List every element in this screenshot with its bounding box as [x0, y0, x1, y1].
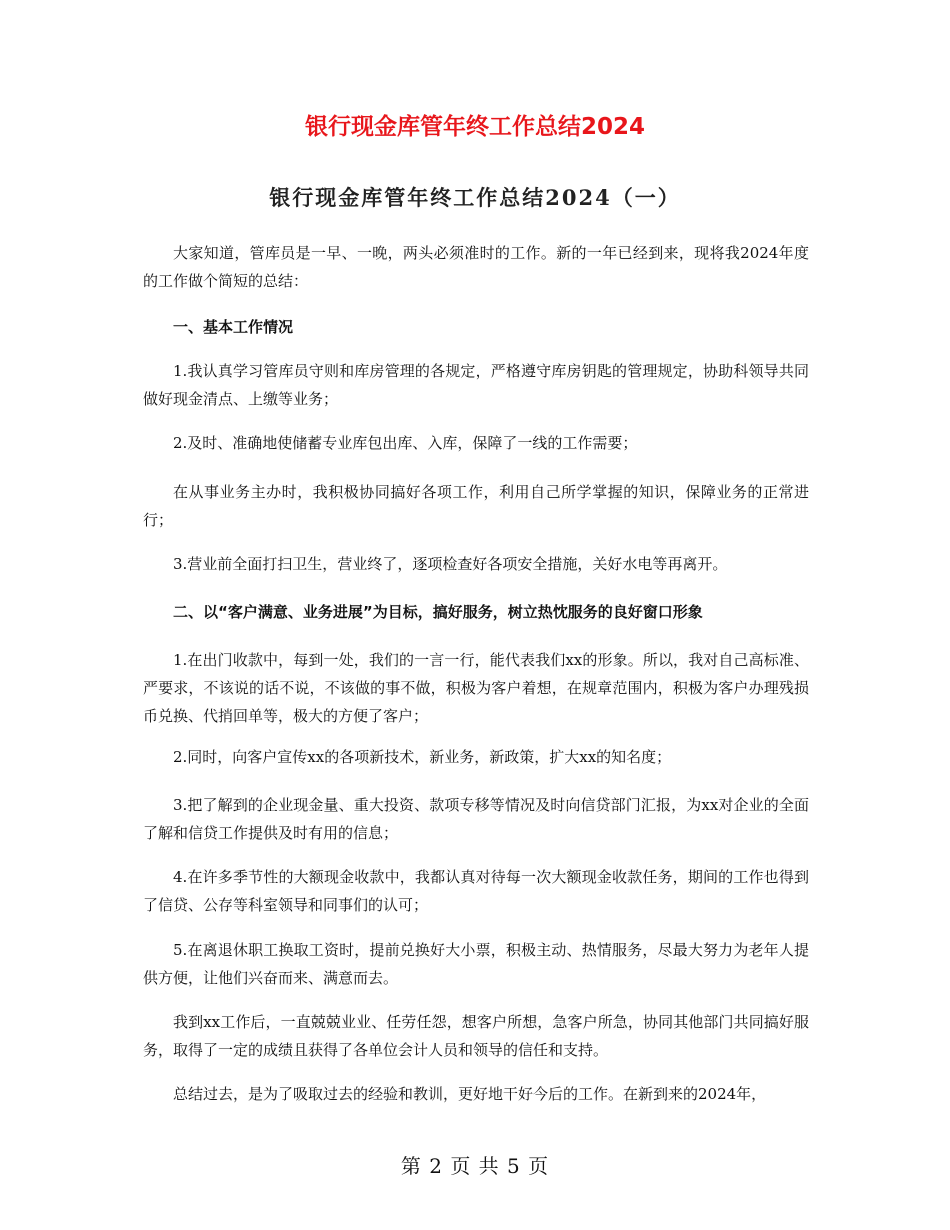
- page-number-footer: 第 2 页 共 5 页: [400, 1154, 550, 1178]
- section-heading-2: 二、以“客户满意、业务进展”为目标，搞好服务，树立热忱服务的良好窗口形象: [173, 603, 703, 621]
- paragraph-service-3: 3.把了解到的企业现金量、重大投资、款项专移等情况及时向信贷部门汇报，为xx对企业的全面了解和信贷工作提供及时有用的信息；: [143, 796, 809, 842]
- paragraph-service-2: 2.同时，向客户宣传xx的各项新技术，新业务，新政策，扩大xx的知名度；: [173, 748, 672, 766]
- paragraph-conclusion: 总结过去，是为了吸取过去的经验和教训，更好地干好今后的工作。在新到来的2024年，: [173, 1085, 767, 1103]
- paragraph-item-1: 1.我认真学习管库员守则和库房管理的各规定，严格遵守库房钥匙的管理规定，协助科领导共同做好现金清点、上缴等业务；: [143, 362, 809, 408]
- paragraph-item-2: 2.及时、准确地使储蓄专业库包出库、入库，保障了一线的工作需要；: [173, 434, 638, 452]
- paragraph-service-1: 1.在出门收款中，每到一处，我们的一言一行，能代表我们xx的形象。所以，我对自己高标准、严要求，不该说的话不说，不该做的事不做，积极为客户着想，在规章范围内，积极为客户办理残损币兑换、代捎回单等，极大的方便了客户；: [143, 651, 809, 725]
- document-title: 银行现金库管年终工作总结2024: [304, 114, 645, 140]
- paragraph-summary: 我到xx工作后，一直兢兢业业、任劳任怨，想客户所想，急客户所急，协同其他部门共同搞好服务，取得了一定的成绩且获得了各单位会计人员和领导的信任和支持。: [143, 1013, 809, 1059]
- intro-paragraph: 大家知道，管库员是一早、一晚，两头必须准时的工作。新的一年已经到来，现将我2024年度的工作做个简短的总结：: [143, 244, 809, 290]
- paragraph-service-5: 5.在离退休职工换取工资时，提前兑换好大小票，积极主动、热情服务，尽最大努力为老年人提供方便，让他们兴奋而来、满意而去。: [143, 941, 809, 987]
- paragraph-business: 在从事业务主办时，我积极协同搞好各项工作，利用自己所学掌握的知识，保障业务的正常进行；: [143, 483, 809, 529]
- section-heading-1: 一、基本工作情况: [173, 318, 294, 336]
- document-subtitle: 银行现金库管年终工作总结2024（一）: [269, 185, 681, 210]
- paragraph-item-3: 3.营业前全面打扫卫生，营业终了，逐项检查好各项安全措施，关好水电等再离开。: [173, 555, 728, 573]
- paragraph-service-4: 4.在许多季节性的大额现金收款中，我都认真对待每一次大额现金收款任务，期间的工作也得到了信贷、公存等科室领导和同事们的认可；: [143, 868, 809, 914]
